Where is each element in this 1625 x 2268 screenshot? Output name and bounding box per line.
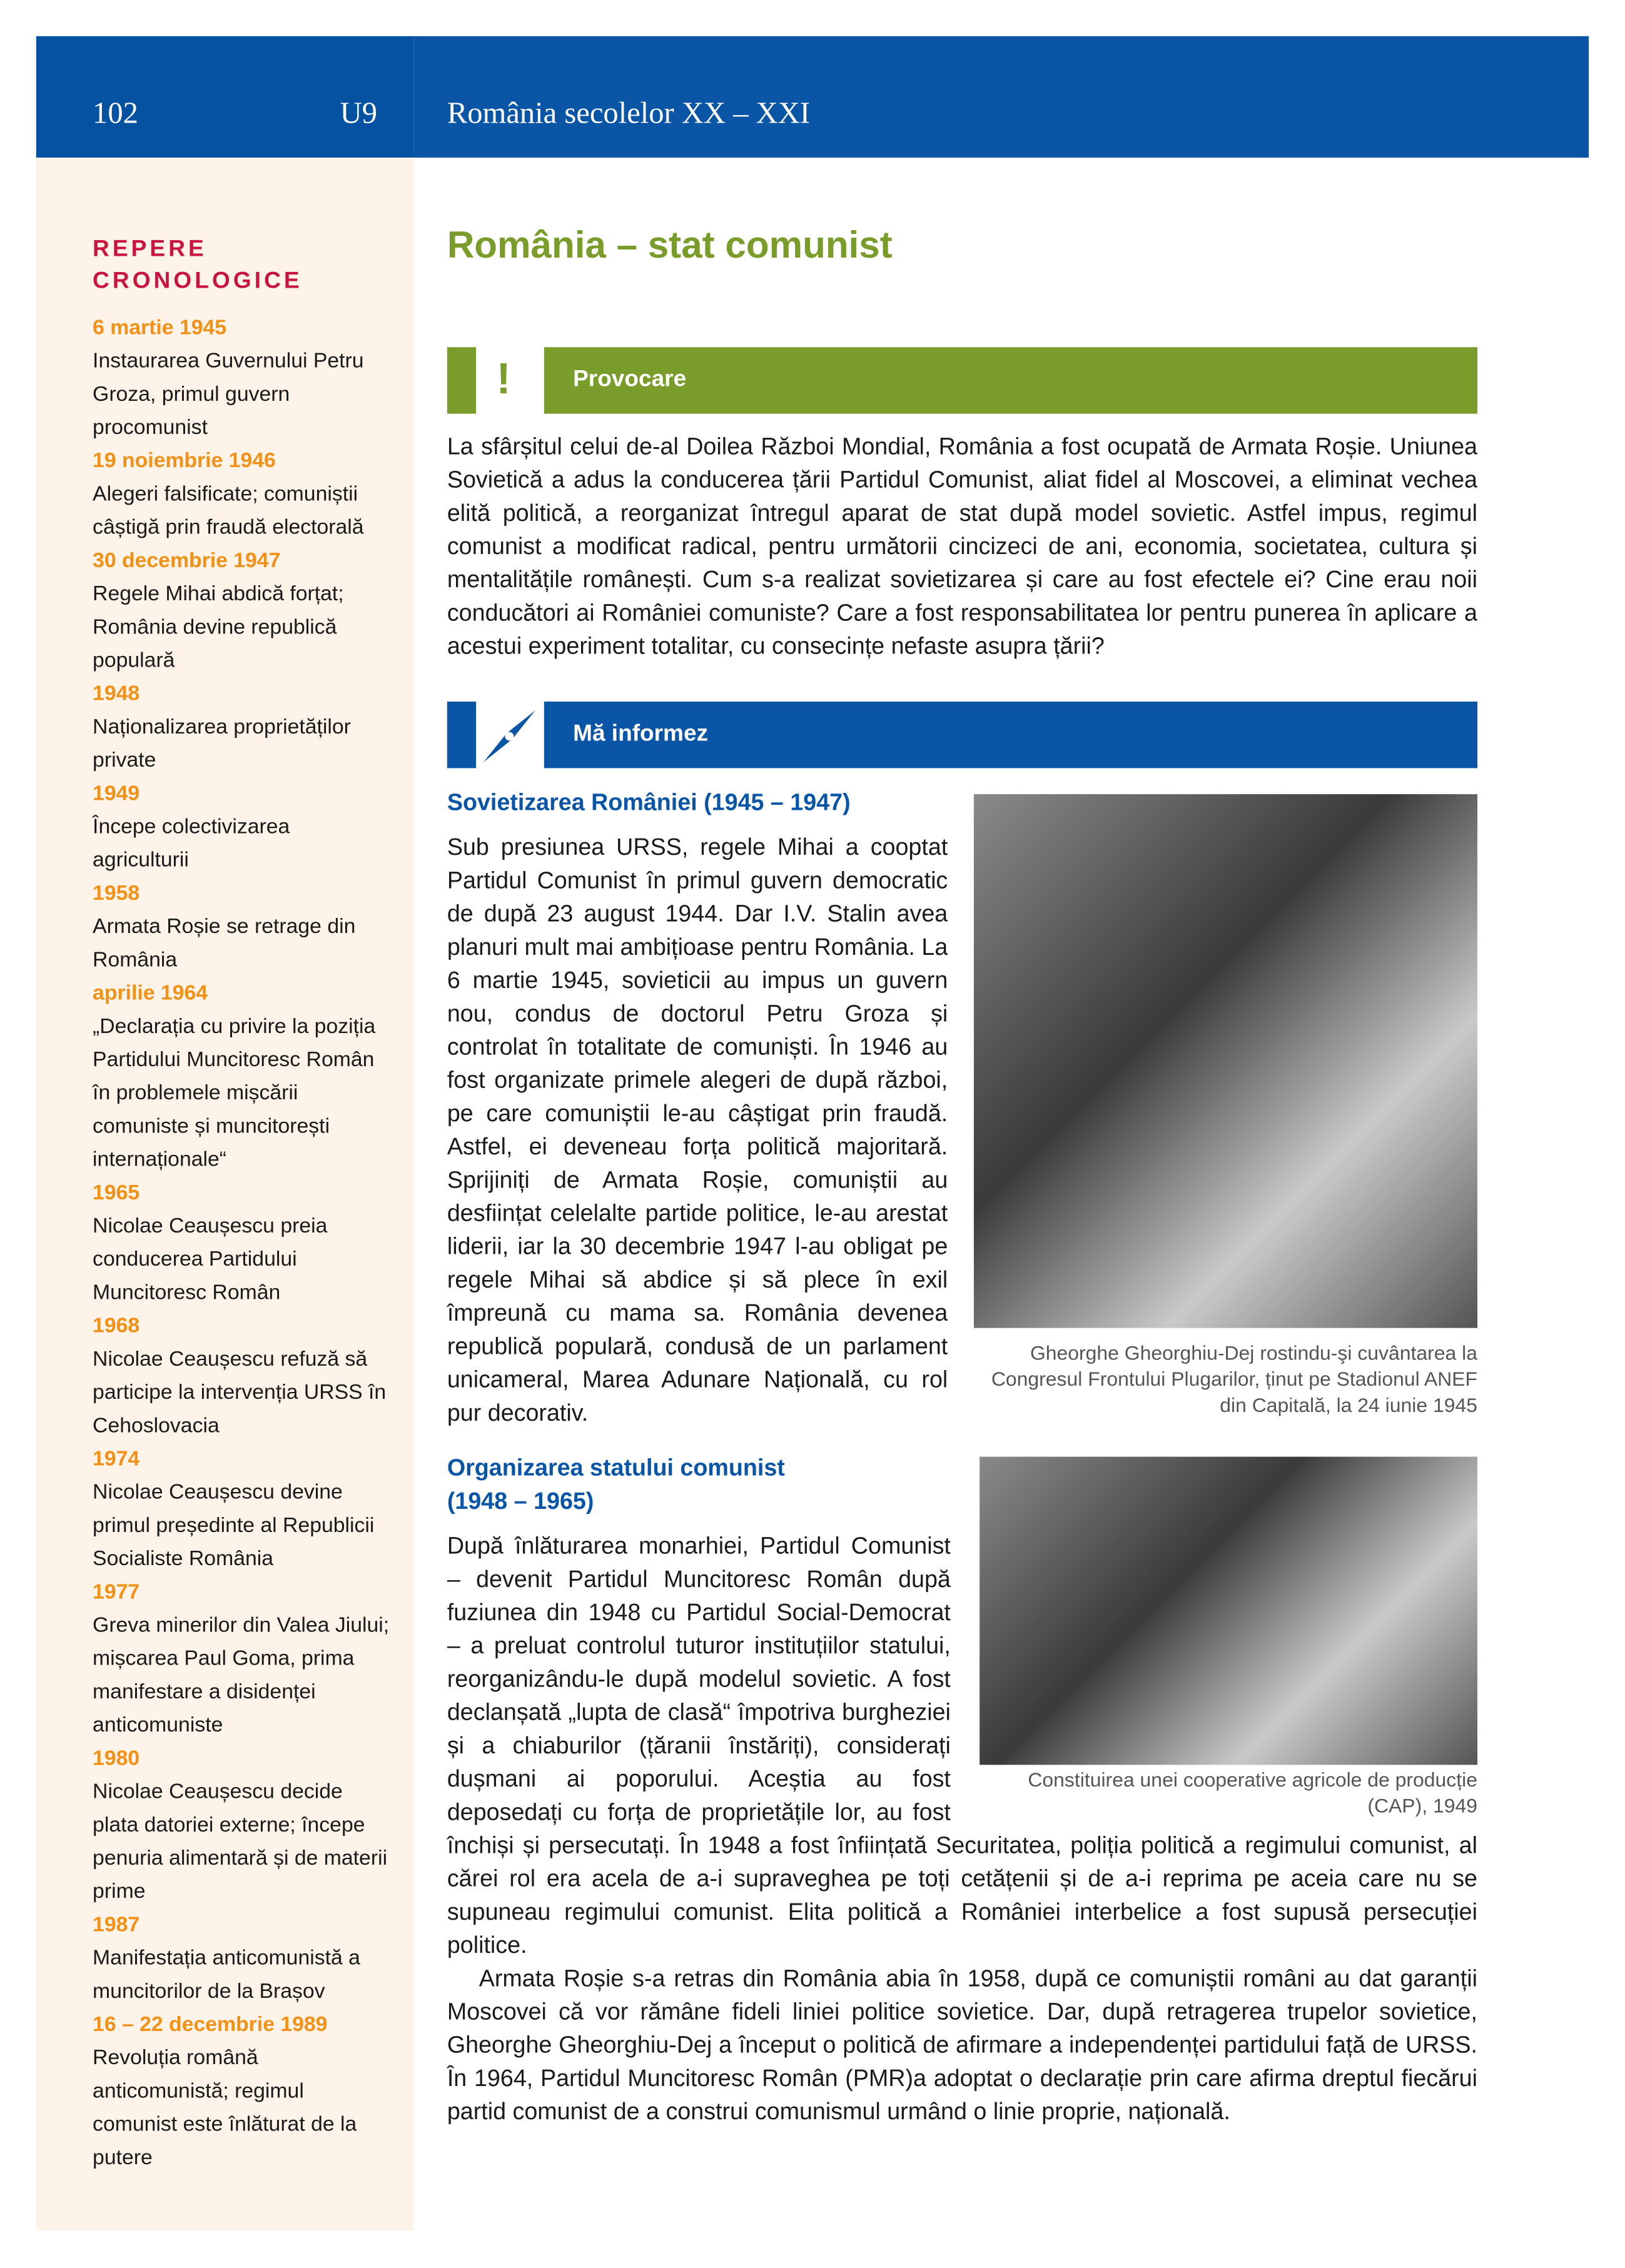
timeline-entry xyxy=(93,779,389,879)
timeline-date: 1965 xyxy=(93,1182,140,1206)
timeline-text: Armata Roșie se retrage din România xyxy=(93,915,356,972)
timeline-entry xyxy=(93,1910,389,2010)
timeline-entry xyxy=(93,978,389,1177)
timeline-text: Nicolae Ceaușescu decide plata datoriei externe; începe penuria alimentară și de materii prime xyxy=(93,1780,388,1904)
provocare-header: Provocare xyxy=(544,347,1477,413)
photo1-caption: Gheorghe Gheorghiu-Dej rostindu-şi cuvântarea la Congresul Frontului Plugarilor, ținut pe Stadionul ANEF din Capitală, la 24 iunie 1945 xyxy=(991,1342,1477,1416)
provocare-accent-bar xyxy=(447,347,476,413)
photo2-figure xyxy=(980,1457,1477,1820)
section1-heading: Sovietizarea României (1945 – 1947) xyxy=(447,790,851,816)
timeline-date: 1987 xyxy=(93,1913,140,1937)
timeline-date: 1980 xyxy=(93,1747,140,1771)
timeline-entry xyxy=(93,2009,389,2175)
timeline-date: 1968 xyxy=(93,1314,140,1338)
timeline-text: Regele Mihai abdică forțat; România devine republică populară xyxy=(93,583,344,673)
informez-accent-bar xyxy=(447,702,476,768)
section1-text: Sub presiunea URSS, regele Mihai a cooptat Partidul Comunist în primul guvern democratic de după 23 august 1944. Dar I.V. Stalin avea planuri mult mai ambițioase pentru România. La 6 martie 1945, sovieticii au impus un guvern nou, condus de doctorul Petru Groza și controlat în totalitate de comuniști. În 1946 au fost organizate primele alegeri de după război, pe care comuniștii le-au câștigat prin fraudă. Astfel, ei deveneau forța politică majoritară. Sprijiniți de Armata Roșie, comuniștii au desființat celelalte partide politice, le-au arestat liderii, iar la 30 decembrie 1947 l-au obligat pe regele Mihai să abdice și să plece în exil împreună cu mama sa. România devenea republică populară, condusă de un parlament unicameral, Marea Adunare Națională, cu rol pur decorativ. xyxy=(447,834,948,1427)
informez-header: Mă informez xyxy=(544,702,1477,768)
compass-icon xyxy=(480,707,539,765)
timeline-text: Nicolae Ceaușescu refuză să participe la intervenția URSS în Cehoslovacia xyxy=(93,1348,387,1438)
timeline-text: Naționalizarea proprietăților private xyxy=(93,716,351,773)
timeline-date: 1974 xyxy=(93,1448,140,1471)
timeline-text: „Declarația cu privire la poziția Partidului Muncitoresc Român în problemele mișcării comuniste și muncitorești internaționale“ xyxy=(93,1016,376,1172)
timeline-entry xyxy=(93,678,389,779)
timeline-text: Începe colectivizarea agriculturii xyxy=(93,815,290,872)
sidebar-title-line2: CRONOLOGICE xyxy=(93,269,303,294)
timeline-date: 1977 xyxy=(93,1581,140,1605)
timeline-text: Greva minerilor din Valea Jiului; mișcarea Paul Goma, prima manifestare a disidenței anticomuniste xyxy=(93,1614,390,1738)
section2-text1: După înlăturarea monarhiei, Partidul Comunist – devenit Partidul Muncitoresc Român după fuziunea din 1948 cu Partidul Social-Democrat – a preluat controlul tuturor instituțiilor statului, reorganizându-le după modelul sovietic. A fost declanșată „lupta de clasă“ împotriva burgheziei și a chiaburilor (țăranii înstăriți), considerați dușmani ai poporului. Aceștia au fost deposedați cu forța de proprietățile lor, au fost închiși și persecutați. În 1948 a fost înființată Securitatea, poliția politică a regimului comunist, al cărei rol era acela de a-i supraveghea pe toți cetățenii și de a-i reprima pe aceia care nu se supuneau regimului comunist. Elita politică a României interbelice a fost supusă persecuției politice. xyxy=(447,1533,1477,1959)
timeline-text: Manifestația anticomunistă a muncitorilor de la Brașov xyxy=(93,1947,360,2004)
timeline-entry xyxy=(93,1177,389,1311)
timeline-date: 19 noiembrie 1946 xyxy=(93,450,276,473)
timeline-entry xyxy=(93,545,389,678)
chapter-title: România secolelor XX – XXI xyxy=(447,95,810,131)
section-sovietizare xyxy=(447,787,948,1430)
provocare-text: La sfârșitul celui de-al Doilea Război Mondial, România a fost ocupată de Armata Roșie. Uniunea Sovietică a adus la conducerea țării Partidul Comunist, aliat fidel al Moscovei, a eliminat vechea elită politică, a reorganizat întregul aparat de stat după model sovietic. Astfel impus, regimul comunist a modificat radical, pentru următorii cincizeci de ani, economia, societatea, cultura și mentalitățile românești. Cum s-a realizat sovietizarea și care au fost efectele ei? Cine erau noii conducători ai României comuniste? Care a fost responsabilitatea lor pentru punerea în aplicare a acestui experiment totalitar, cu consecințe nefaste asupra țării? xyxy=(447,434,1477,660)
timeline-date: 1948 xyxy=(93,682,140,706)
timeline-date: 16 – 22 decembrie 1989 xyxy=(93,2013,328,2037)
timeline-text: Nicolae Ceaușescu devine primul președinte al Republicii Socialiste România xyxy=(93,1481,375,1571)
page-number: 102 xyxy=(93,95,138,131)
timeline-entry xyxy=(93,878,389,978)
timeline-entry xyxy=(93,1444,389,1577)
sidebar-title-line1: REPERE xyxy=(93,237,207,262)
timeline-entry xyxy=(93,313,389,446)
sidebar-title xyxy=(93,234,382,298)
section2-text2: Armata Roșie s-a retras din România abia în 1958, după ce comuniștii români au dat garanții Moscovei că vor rămâne fideli liniei politice sovietice. Dar, după retragerea trupelor sovietice, Gheorghe Gheorghiu-Dej a început o politică de afirmare a independenței partidului față de URSS. În 1964, Partidul Muncitoresc Român (PMR)a adoptat o declarație prin care afirma dreptul fiecărui partid comunist de a construi comunismul urmând o linie proprie, națională. xyxy=(447,1965,1477,2125)
unit-label: U9 xyxy=(340,95,378,131)
timeline-date: 6 martie 1945 xyxy=(93,316,227,340)
page-title: România – stat comunist xyxy=(447,223,893,266)
timeline-text: Alegeri falsificate; comuniștii câștigă prin fraudă electorală xyxy=(93,483,364,540)
timeline-text: Revoluția română anticomunistă; regimul comunist este înlăturat de la putere xyxy=(93,2047,357,2170)
timeline-date: aprilie 1964 xyxy=(93,982,208,1005)
timeline-entry xyxy=(93,1311,389,1444)
photo2-caption: Constituirea unei cooperative agricole de producție (CAP), 1949 xyxy=(1028,1769,1477,1817)
section-organizare xyxy=(447,1453,1477,2130)
timeline-date: 1949 xyxy=(93,782,140,806)
timeline-entry xyxy=(93,1577,389,1743)
timeline-date: 30 decembrie 1947 xyxy=(93,550,281,573)
timeline-text: Instaurarea Guvernului Petru Groza, primul guvern procomunist xyxy=(93,350,364,440)
timeline-list xyxy=(93,313,389,2176)
section2-heading: Organizarea statului comunist (1948 – 1965) xyxy=(447,1455,785,1515)
exclamation-icon: ! xyxy=(496,356,511,404)
timeline-entry xyxy=(93,446,389,546)
photo-gheorghiu-dej xyxy=(974,794,1477,1328)
timeline-entry xyxy=(93,1743,389,1910)
photo-cap-cooperative xyxy=(980,1457,1477,1765)
timeline-date: 1958 xyxy=(93,882,140,906)
timeline-text: Nicolae Ceaușescu preia conducerea Partidului Muncitoresc Român xyxy=(93,1215,328,1305)
